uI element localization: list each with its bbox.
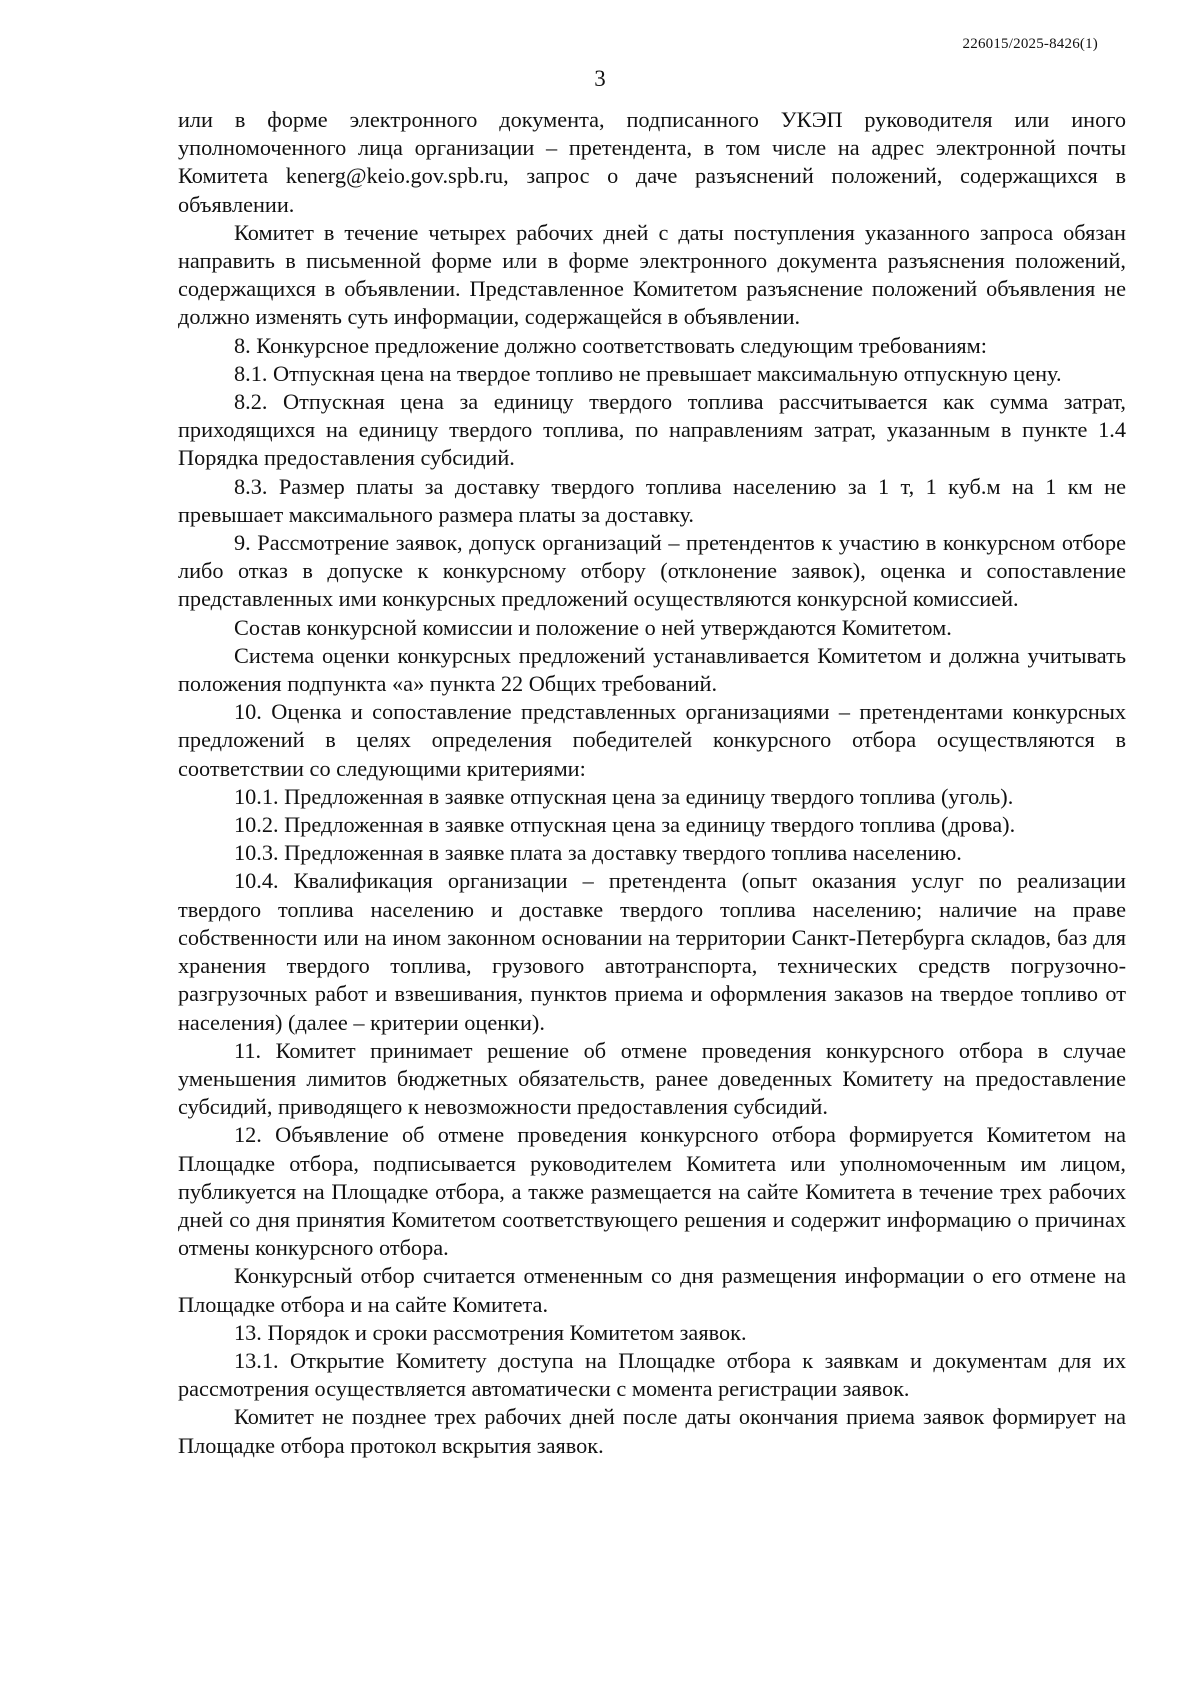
paragraph-item-13-1: 13.1. Открытие Комитету доступа на Площадке отбора к заявкам и документам для их рассмотрения осуществляется автоматически с момента регистрации заявок.	[178, 1347, 1126, 1402]
paragraph-evaluation-system: Система оценки конкурсных предложений устанавливается Комитетом и должна учитывать положения подпункта «а» пункта 22 Общих требований.	[178, 642, 1126, 697]
paragraph-item-12: 12. Объявление об отмене проведения конкурсного отбора формируется Комитетом на Площадке отбора, подписывается руководителем Комитета или уполномоченным им лицом, публикуется на Площадке отбора, а также размещается на сайте Комитета в течение трех рабочих дней со дня принятия Комитетом соответствующего решения и содержит информацию о причинах отмены конкурсного отбора.	[178, 1122, 1126, 1261]
paragraph-clarification-deadline: Комитет в течение четырех рабочих дней с даты поступления указанного запроса обязан направить в письменной форме или в форме электронного документа разъяснения положений, содержащихся в объявлении. Представленное Комитетом разъяснение положений объявления не должно изменять суть информации, содержащейся в объявлении.	[178, 219, 1126, 330]
paragraph-item-8: 8. Конкурсное предложение должно соответствовать следующим требованиям:	[234, 332, 987, 358]
page-number: 3	[594, 66, 606, 91]
paragraph-item-8-3: 8.3. Размер платы за доставку твердого топлива населению за 1 т, 1 куб.м на 1 км не превышает максимального размера платы за доставку.	[178, 473, 1126, 527]
paragraph-continuation: или в форме электронного документа, подписанного УКЭП руководителя или иного уполномоченного лица организации – претендента, в том числе на адрес электронной почты Комитета kenerg@keio.gov.spb.ru, запрос о даче разъяснений положений, содержащихся в объявлении.	[178, 107, 1126, 217]
paragraph-commission-composition: Состав конкурсной комиссии и положение о ней утверждаются Комитетом.	[234, 614, 952, 640]
document-registration-number: 226015/2025-8426(1)	[962, 36, 1098, 52]
paragraph-item-11: 11. Комитет принимает решение об отмене проведения конкурсного отбора в случае уменьшения лимитов бюджетных обязательств, ранее доведенных Комитету на предоставление субсидий, приводящего к невозможности предоставления субсидий.	[178, 1037, 1126, 1120]
paragraph-cancellation-effective: Конкурсный отбор считается отмененным со дня размещения информации о его отмене на Площадке отбора и на сайте Комитета.	[178, 1263, 1126, 1317]
paragraph-item-10-2: 10.2. Предложенная в заявке отпускная цена за единицу твердого топлива (дрова).	[234, 812, 1016, 838]
paragraph-opening-protocol: Комитет не позднее трех рабочих дней после даты окончания приема заявок формирует на Площадке отбора протокол вскрытия заявок.	[178, 1404, 1126, 1458]
paragraph-item-10-4: 10.4. Квалификация организации – претендента (опыт оказания услуг по реализации твердого топлива населению и доставке твердого топлива населению; наличие на праве собственности или на ином законном основании на территории Санкт-Петербурга складов, баз для хранения твердого топлива, грузового автотранспорта, технических средств погрузочно-разгрузочных работ и взвешивания, пунктов приема и оформления заказов на твердое топливо от населения) (далее – критерии оценки).	[178, 868, 1126, 1035]
paragraph-item-10-3: 10.3. Предложенная в заявке плата за доставку твердого топлива населению.	[234, 840, 962, 866]
paragraph-item-10-1: 10.1. Предложенная в заявке отпускная цена за единицу твердого топлива (уголь).	[234, 783, 1014, 809]
paragraph-item-10: 10. Оценка и сопоставление представленных организациями – претендентами конкурсных предложений в целях определения победителей конкурсного отбора осуществляются в соответствии со следующими критериями:	[178, 699, 1126, 781]
paragraph-item-8-2: 8.2. Отпускная цена за единицу твердого топлива рассчитывается как сумма затрат, приходящихся на единицу твердого топлива, по направлениям затрат, указанным в пункте 1.4 Порядка предоставления субсидий.	[178, 389, 1126, 471]
document-body	[178, 106, 1126, 1460]
paragraph-item-9: 9. Рассмотрение заявок, допуск организаций – претендентов к участию в конкурсном отборе либо отказ в допуске к конкурсному отбору (отклонение заявок), оценка и сопоставление представленных ими конкурсных предложений осуществляются конкурсной комиссией.	[178, 530, 1126, 612]
paragraph-item-13: 13. Порядок и сроки рассмотрения Комитетом заявок.	[234, 1319, 747, 1345]
paragraph-item-8-1: 8.1. Отпускная цена на твердое топливо не превышает максимальную отпускную цену.	[234, 360, 1062, 386]
